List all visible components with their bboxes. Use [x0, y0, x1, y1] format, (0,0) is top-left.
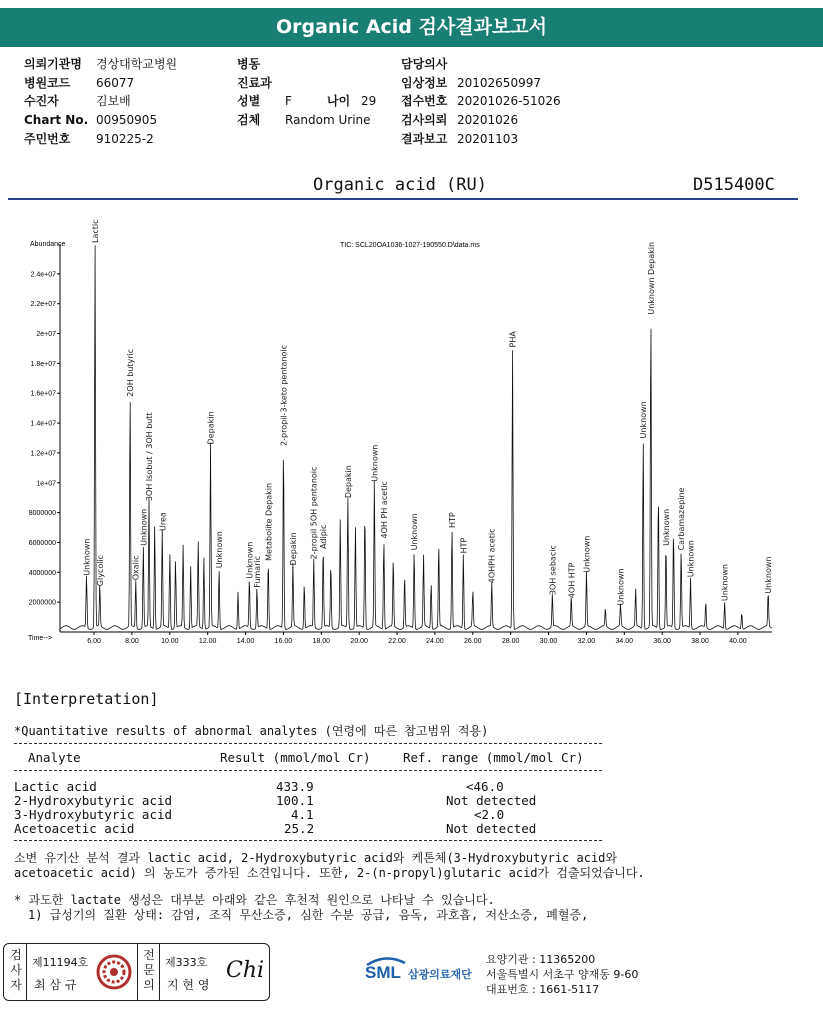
- peak-annotation: Unknown: [639, 401, 649, 439]
- y-tick-label: 1e+07: [36, 480, 56, 488]
- analyte-ref: <2.0: [474, 807, 505, 822]
- value-sex: F: [285, 94, 292, 109]
- peak-annotation: Unknown: [245, 541, 255, 579]
- peak-annotation: 4OH PH acetic: [379, 481, 389, 539]
- peak-annotation: Unknown: [720, 563, 730, 602]
- label-age: 나이: [327, 94, 351, 109]
- x-tick-label: 38.00: [691, 638, 709, 645]
- x-tick-label: 26.00: [464, 638, 482, 645]
- patient-info-col2: [237, 55, 376, 129]
- patient-info-col1: [24, 55, 177, 148]
- org-info: [486, 952, 638, 997]
- analyte-result: 4.1: [291, 807, 314, 822]
- specialist-name: 지 현 영: [167, 978, 210, 992]
- peak-annotation: 4OH HTP: [567, 562, 577, 599]
- peak-annotation: Adipic: [319, 524, 329, 549]
- y-tick-label: 2000000: [28, 599, 56, 607]
- x-tick-label: 18.00: [312, 638, 331, 645]
- value-hospital-code: 66077: [96, 75, 135, 90]
- peak-annotation: Unknown: [582, 535, 592, 573]
- analyte-result: 25.2: [284, 821, 315, 836]
- x-tick-label: 8.00: [125, 638, 139, 645]
- y-tick-label: 8000000: [28, 510, 56, 518]
- peak-annotation: 3OH sebacic: [548, 545, 558, 596]
- tester-name: 최 삼 규: [34, 978, 77, 992]
- quant-title: *Quantitative results of abnormal analytes (연령에 따른 참고범위 적용): [14, 724, 489, 738]
- label-doctor: 담당의사: [401, 57, 448, 72]
- divider: [159, 944, 160, 1000]
- peak-annotation: Depakin: [206, 411, 216, 445]
- peak-annotation: Unknown: [410, 513, 420, 551]
- label-specimen: 검체: [237, 113, 261, 128]
- peak-annotation: Lactic: [91, 219, 101, 243]
- y-tick-label: 2e+07: [36, 331, 56, 339]
- x-tick-label: 22.00: [388, 638, 406, 645]
- signature: Chi: [226, 958, 265, 983]
- analyte-ref: Not detected: [446, 793, 537, 808]
- peak-annotation: Metabolite Depakin: [264, 482, 274, 561]
- label-sex: 성별: [237, 94, 261, 109]
- interpretation-note-line2: 1) 급성기의 질환 상태: 감염, 조직 무산소증, 심한 수분 공급, 음독, 과호흡, 저산소증, 폐혈증,: [28, 908, 589, 922]
- label-ward: 병동: [237, 57, 261, 72]
- divider: [137, 944, 138, 1000]
- table-row: [14, 793, 614, 807]
- interpretation-title: [Interpretation]: [14, 690, 159, 708]
- label-report-date: 결과보고: [401, 131, 448, 146]
- value-id-no: 910225-2: [96, 131, 154, 146]
- analyte-name: Lactic acid: [14, 779, 97, 794]
- signature-box: [3, 943, 270, 1001]
- x-axis-label: Time-->: [28, 635, 53, 642]
- y-tick-label: 1.8e+07: [30, 360, 56, 368]
- value-patient: 김보배: [96, 94, 131, 109]
- header-rule: [8, 198, 798, 200]
- peak-annotation: PHA: [508, 331, 518, 348]
- interpretation-text-line1: 소변 유기산 분석 결과 lactic acid, 2-Hydroxybutyric acid와 케톤체(3-Hydroxybutyric acid와: [14, 851, 617, 865]
- x-tick-label: 34.00: [615, 638, 634, 645]
- analyte-name: 3-Hydroxybutyric acid: [14, 807, 173, 822]
- peak-annotation: Oxalic: [131, 555, 141, 581]
- label-chart-no: Chart No.: [24, 113, 89, 128]
- peak-annotation: Unknown Depakin: [646, 241, 656, 315]
- y-tick-label: 4000000: [28, 569, 56, 577]
- header-result: Result (mmol/mol Cr): [220, 750, 371, 765]
- peak-annotation: Urea: [158, 512, 168, 531]
- table-rule-mid: [14, 770, 602, 771]
- report-header-title: Organic Acid 검사결과보고서: [275, 16, 548, 38]
- table-rule-top: [14, 743, 602, 744]
- header-ref: Ref. range (mmol/mol Cr): [403, 750, 584, 765]
- peak-annotation: Unknown: [82, 538, 92, 576]
- x-tick-label: 32.00: [577, 638, 596, 645]
- x-tick-label: 6.00: [87, 638, 101, 645]
- analyte-name: 2-Hydroxybutyric acid: [14, 793, 173, 808]
- chromatogram-trace: [60, 245, 772, 629]
- peak-annotation: Depakin: [343, 465, 353, 499]
- peak-annotation: Carbamazepine: [677, 487, 687, 551]
- label-id-no: 주민번호: [24, 131, 71, 146]
- peak-annotation: Unknown: [661, 508, 671, 546]
- value-report-date: 20201103: [457, 131, 519, 146]
- label-patient: 수진자: [24, 94, 59, 109]
- label-institution: 의뢰기관명: [24, 57, 82, 72]
- tester-license: 제11194호: [32, 956, 89, 969]
- report-test-name: Organic acid (RU): [313, 175, 487, 195]
- y-tick-label: 1.2e+07: [30, 450, 56, 458]
- peak-annotation: HTP: [447, 512, 457, 529]
- x-tick-label: 30.00: [539, 638, 558, 645]
- table-rule-bottom: [14, 840, 602, 841]
- peak-annotation: Unknown: [764, 556, 774, 594]
- x-tick-label: 12.00: [198, 638, 217, 645]
- peak-annotation: Unknown: [370, 444, 380, 482]
- specialist-license: 제333호: [165, 956, 208, 969]
- org-address: 서울특별시 서초구 양재동 9-60: [486, 968, 639, 981]
- x-tick-label: 28.00: [501, 638, 520, 645]
- y-tick-label: 2.2e+07: [30, 301, 56, 309]
- x-tick-label: 40.00: [729, 638, 747, 645]
- org-phone: 대표번호 : 1661-5117: [486, 983, 600, 996]
- label-hospital-code: 병원코드: [24, 75, 71, 90]
- chart-title: TIC: SCL20OA1036-1027-190550.D\data.ms: [340, 242, 480, 249]
- x-tick-label: 10.00: [161, 638, 179, 645]
- peak-annotation: Fumaric: [252, 555, 262, 588]
- seal-stamp-icon: [96, 954, 132, 990]
- label-request-date: 검사의뢰: [401, 113, 448, 128]
- x-tick-label: 14.00: [236, 638, 255, 645]
- y-axis-label: Abundance: [30, 241, 66, 248]
- tester-label: 검사자: [10, 948, 22, 992]
- analyte-ref: <46.0: [466, 779, 504, 794]
- label-receipt-no: 접수번호: [401, 94, 448, 109]
- peak-annotation: Unknown: [616, 568, 626, 606]
- y-tick-label: 1.6e+07: [30, 390, 56, 398]
- value-receipt-no: 20201026-51026: [457, 94, 561, 109]
- value-age: 29: [361, 94, 377, 109]
- label-department: 진료과: [237, 75, 272, 90]
- value-chart-no: 00950905: [96, 113, 158, 128]
- analyte-result: 100.1: [276, 793, 314, 808]
- peak-annotation: Unknown: [686, 540, 696, 578]
- report-header: [0, 8, 823, 47]
- table-row: [14, 807, 614, 821]
- y-tick-label: 1.4e+07: [30, 420, 56, 428]
- table-header-row: [14, 750, 614, 764]
- interpretation-note-line1: * 과도한 lactate 생성은 대부분 아래와 같은 후천적 원인으로 나타날 수 있습니다.: [14, 893, 495, 907]
- x-tick-label: 24.00: [426, 638, 444, 645]
- table-row: [14, 779, 614, 793]
- value-specimen: Random Urine: [285, 113, 371, 128]
- analyte-name: Acetoacetic acid: [14, 821, 135, 836]
- x-tick-label: 16.00: [274, 638, 293, 645]
- peak-annotation: HTP: [459, 537, 469, 554]
- specialist-label: 전문의: [143, 948, 155, 992]
- peak-annotation: Unknown: [215, 531, 225, 569]
- y-tick-label: 6000000: [28, 539, 56, 547]
- label-clinical-info: 임상정보: [401, 75, 448, 90]
- peak-annotation: Depakin: [288, 532, 298, 566]
- value-institution: 경상대학교병원: [96, 57, 178, 72]
- analyte-ref: Not detected: [446, 821, 537, 836]
- interpretation-text-line2: acetoacetic acid) 의 농도가 증가된 소견입니다. 또한, 2-(n-propyl)glutaric acid가 검출되었습니다.: [14, 866, 645, 880]
- org-code: 요양기관 : 11365200: [486, 953, 596, 966]
- table-row: [14, 821, 614, 835]
- org-name: 삼광의료재단: [408, 968, 472, 981]
- x-tick-label: 20.00: [350, 638, 368, 645]
- peak-annotation: Unknown: [139, 508, 149, 546]
- patient-info-col3: [401, 55, 561, 148]
- chromatogram-chart: [0, 219, 823, 662]
- peak-annotation: 2-propil 5OH pentanoic: [309, 466, 319, 560]
- sml-logo-icon: [365, 955, 407, 985]
- divider: [26, 944, 27, 1000]
- value-clinical-info: 20102650997: [457, 75, 541, 90]
- report-test-code: D515400C: [693, 175, 775, 195]
- value-request-date: 20201026: [457, 113, 519, 128]
- logo-text: SML: [365, 963, 401, 982]
- peak-annotation: Glycolic: [95, 554, 105, 587]
- peak-annotation: 2-propil-3-keto pentanoic: [279, 344, 289, 446]
- x-tick-label: 36.00: [653, 638, 671, 645]
- peak-annotation: 3OH Isobut / 3OH butt: [145, 412, 154, 502]
- header-analyte: Analyte: [28, 750, 81, 765]
- peak-annotation: 2OH butyric: [126, 348, 136, 397]
- analyte-result: 433.9: [276, 779, 314, 794]
- peak-annotation: 4OHPH acetic: [487, 528, 497, 584]
- y-tick-label: 2.4e+07: [30, 271, 56, 279]
